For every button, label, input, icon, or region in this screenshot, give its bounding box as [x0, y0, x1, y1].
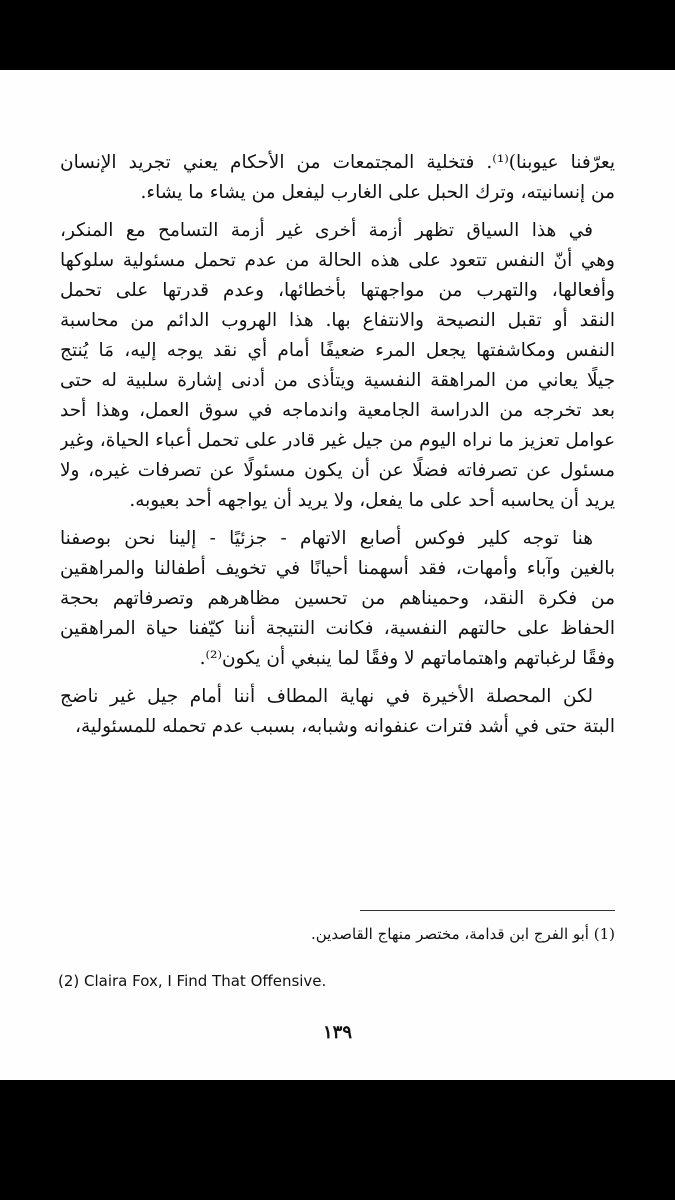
footnote-1: (1) أبو الفرج ابن قدامة، مختصر منهاج القاصدين. — [310, 925, 615, 943]
text-line: عوامل تعزيز ما نراه اليوم من جيل غير قادر على تحمل أعباء الحياة، وغير — [60, 430, 615, 451]
text-line: النفس ومكاشفتها يجعل المرء ضعيفًا أمام أي نقد يوجه إليه، مَا يُنتج — [60, 340, 615, 361]
text-line: في هذا السياق تظهر أزمة أخرى غير أزمة التسامح مع المنكر، — [60, 220, 593, 241]
text-line: وهي أنّ النفس تتعود على هذه الحالة من عدم تحمل مسئولية سلوكها — [60, 250, 615, 271]
page-number: ١٣٩ — [322, 1022, 352, 1043]
text-line: مسئول عن تصرفاته فضلًا عن أن يكون مسئولًا عن تصرفات غيره، ولا — [60, 460, 615, 481]
footnote-2: (2) Claira Fox, I Find That Offensive. — [58, 972, 327, 990]
text-line: يريد أن يحاسبه أحد على ما يفعل، ولا يريد أن يواجهه أحد بعيوبه. — [129, 490, 615, 511]
paragraph — [60, 148, 615, 208]
text-line: لكن المحصلة الأخيرة في نهاية المطاف أننا أمام جيل غير ناضج — [60, 686, 593, 707]
text-line: من إنسانيته، وترك الحبل على الغارب ليفعل من يشاء ما يشاء. — [140, 182, 615, 203]
text-line: وأفعالها، والتهرب من مواجهتها بأخطائها، وعدم قدرتها على تحمل — [60, 280, 615, 301]
paragraph — [60, 216, 615, 516]
paragraph — [60, 682, 615, 742]
text-line: يعرّفنا عيوبنا)⁽¹⁾. فتخلية المجتمعات من الأحكام يعني تجريد الإنسان — [60, 152, 615, 173]
footnote-divider — [360, 910, 615, 911]
text-line: بعد تخرجه من الدراسة الجامعية واندماجه في سوق العمل، وهذا أحد — [60, 400, 615, 421]
text-line: الحفاظ على حالتهم النفسية، فكانت النتيجة أننا كيّفنا حياة المراهقين — [60, 618, 615, 639]
text-line: هنا توجه كلير فوكس أصابع الاتهام - جزئيًا - إلينا نحن بوصفنا — [60, 528, 593, 549]
text-line: بالغين وآباء وأمهات، فقد أسهمنا أحيانًا في تخويف أطفالنا والمراهقين — [60, 558, 615, 579]
text-line: البتة حتى في أشد فترات عنفوانه وشبابه، بسبب عدم تحمله للمسئولية، — [75, 716, 615, 737]
text-line: من فكرة النقد، وحميناهم من تحسين مظاهرهم وتصرفاتهم بحجة — [60, 588, 615, 609]
text-line: وفقًا لرغباتهم واهتماماتهم لا وفقًا لما ينبغي أن يكون⁽²⁾. — [199, 648, 615, 669]
book-page — [0, 70, 675, 1080]
text-line: النقد أو تقبل النصيحة والانتفاع بها. هذا الهروب الدائم من محاسبة — [60, 310, 615, 331]
body-text — [60, 148, 615, 750]
paragraph — [60, 524, 615, 674]
text-line: جيلًا يعاني من المراهقة النفسية ويتأذى من أدنى إشارة سلبية له حتى — [60, 370, 615, 391]
